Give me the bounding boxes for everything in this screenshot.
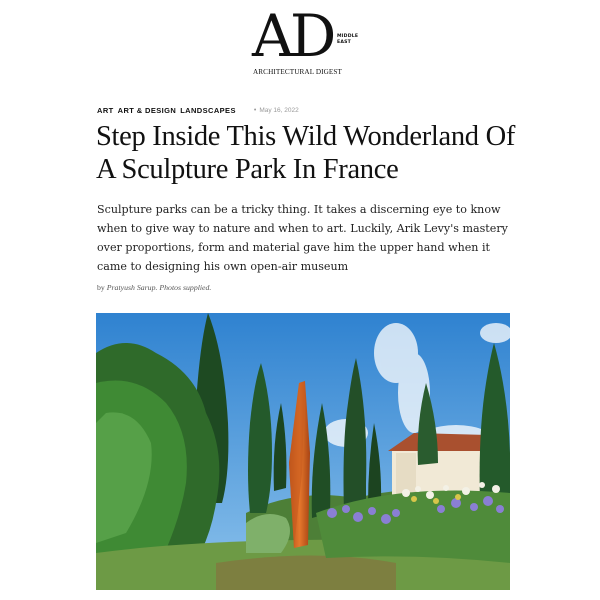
category-link-landscapes[interactable]: LANDSCAPES	[180, 106, 236, 115]
small-shrub	[246, 514, 290, 553]
sculpture-garden-photo	[96, 313, 510, 590]
photo-credit: Photos supplied.	[159, 283, 212, 292]
category-link-art[interactable]: ART	[97, 106, 114, 115]
logo-region-line2: EAST	[337, 40, 351, 45]
logo-tagline: ARCHITECTURAL DIGEST	[253, 68, 342, 76]
path	[216, 556, 396, 591]
author-link[interactable]: Pratyush Sarup.	[106, 283, 158, 292]
bullet-separator: •	[253, 107, 257, 114]
article-dek: Sculpture parks can be a tricky thing. It takes a discerning eye to know when to give way to nature and when to art. Luckily, Arik Levy's mastery over proportions, form and material gave him the upper hand when it came to designing his own open-air museum	[97, 203, 508, 273]
article-title: Step Inside This Wild Wonderland Of A Sculpture Park In France	[96, 121, 516, 185]
logo-region	[337, 34, 359, 46]
byline-prefix: by	[97, 283, 105, 292]
category-link-art-design[interactable]: ART & DESIGN	[117, 106, 177, 115]
article-meta	[97, 106, 299, 115]
publish-date: May 16, 2022	[259, 107, 299, 114]
logo-mark: AD	[252, 2, 333, 70]
hero-image	[96, 313, 510, 590]
ad-middle-east-logo[interactable]	[250, 2, 359, 82]
byline	[97, 283, 211, 292]
logo-region-line1: MIDDLE	[337, 34, 359, 39]
